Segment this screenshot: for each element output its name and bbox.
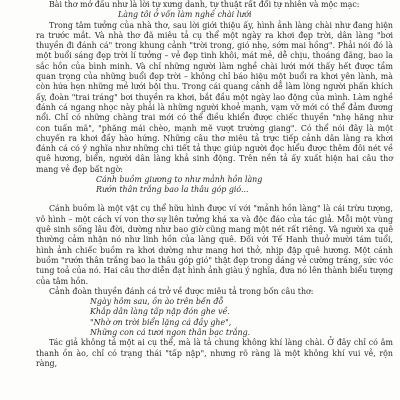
analysis-paragraph: Tác giả không tả một ai cụ thể, mà là tả chung không khí làng chài. Ở đây chỉ có âm thanh ồn ào, chỉ có trạng thái "tấp nập", nhưng rõ ràng là một không khí vui vẻ, rộn ràng, xyxy=(36,338,393,368)
intro-paragraph: Bài thơ mở đầu như là lời tự xưng danh, tự thuật rất đổi tự nhiên và mộc mạc: xyxy=(49,0,360,9)
poem-line: Làng tôi ở vốn làm nghề chài lưới xyxy=(118,10,252,20)
poem-line: Rướn thân trắng bao la thâu góp gió... xyxy=(96,185,249,195)
analysis-paragraph: Trong tâm tưởng của nhà thơ, sau lời giới thiệu ấy, hình ảnh làng chài như đang hiện ra trước mắt. Và nhà thơ đã miêu tả cụ thể một ngày ra khơi đẹp trời, dân làng "bơi thuyền đi đánh cá" trong khung cảnh "trời trong, gió nhẹ, sớm mai hồng". Phải nói đó là một buổi sáng đẹp trời lí tưởng – vẻ đẹp tinh khôi, mát mẻ, dễ chịu, thoáng đãng, bao la sắc hồn của bình minh. Và chỉ những người làm nghề chài lưới mới thấy hết được tầm quan trọng của những buổi đẹp trời – không chỉ báo hiệu một buổi ra khơi yên lành, mà còn hứa hẹn những mẻ lưới bội thu. Trong cái quang cảnh dễ làm lòng người phấn khích ấy, đoàn "trai tráng" bơi thuyền ra khơi, bắt đầu một ngày lao động của mình. Làm nghề đánh cá ngang nhọc này phải là những người khoẻ mạnh, vạm vỡ mới có thể đảm đương nổi. Chỉ có những chàng trai mới có thể điều khiển được chiếc thuyền "nhẹ hăng như con tuấn mã", "phăng mái chèo, mạnh mẽ vượt trường giang". Có thể nói đây là một chuyến ra khơi đầy hào hứng. Những câu thơ miêu tả trực tiếp cảnh dân làng ra khơi đánh cá có ý nghĩa như những chi tiết tả thực giúp người đọc hiểu được thêm đôi nét về quê hương, biển, người dân làng khả sinh động. Trên nền tả ấy xuất hiện hai câu thơ mang vẻ đẹp bất ngờ: xyxy=(36,20,393,174)
analysis-paragraph: Cảnh đoàn thuyền đánh cá trở về được miêu tả trong bốn câu thơ: xyxy=(49,286,314,296)
spacer xyxy=(36,196,393,205)
poem-line: Khắp dân làng tấp nập đón ghe về. xyxy=(90,307,230,317)
analysis-paragraph: Cánh buồm là một vật cụ thể hữu hình được ví với "mảnh hồn làng" là cái trừu tượng, vô hình – một cách ví von thơ sự liên tưởng khá xa và độc đáo của tác giả. Mỗi một vùng quê sinh sống lâu đời, dường như bao giờ cũng mang một nét rất riêng. Và người xa quê thường cảm nhận nó như linh hồn của làng quê. Đối với Tế Hanh thuở mười tám tuổi, hình ảnh chiếc buồm ra khơi dường như mang hơi thở, nhịp đập quê hương. Một cánh buồm "rướn thân trắng bao la thâu góp gió" thật đẹp trong dáng vẻ cường tráng, sức vóc tung toả của nó. Hai câu thơ diễn đạt hình ảnh giàu ý nghĩa, đưa nó lên thành biểu tượng của tâm hồn. xyxy=(36,204,393,286)
document-body xyxy=(36,0,393,369)
poem-line: "Nhờ ơn trời biển lặng cá đầy ghe", xyxy=(90,317,232,327)
poem-line: Những con cá tươi ngon thân bạc trắng. xyxy=(90,328,251,337)
poem-line: Cánh buồm giương to như mảnh hồn làng xyxy=(96,175,263,185)
poem-line: Ngày hôm sau, ồn ào trên bến đỗ xyxy=(90,297,224,307)
